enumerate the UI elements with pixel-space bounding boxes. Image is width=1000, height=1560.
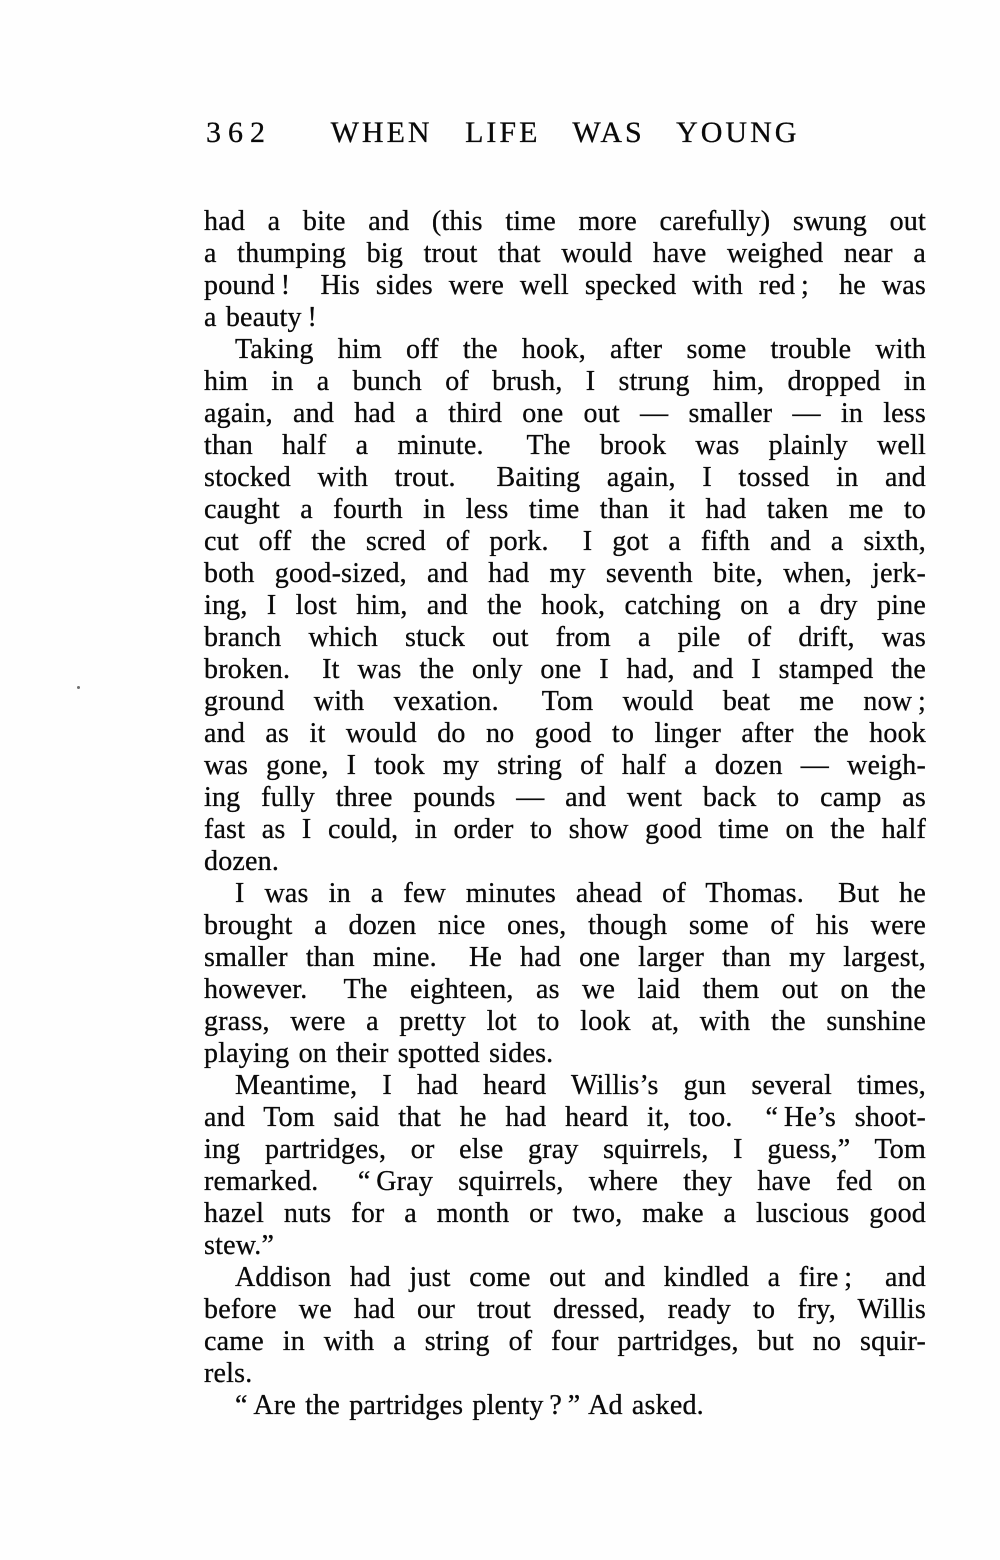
text-line: had a bite and (this time more carefully) swung out: [204, 206, 926, 237]
text-line: grass, were a pretty lot to look at, with the sunshine: [204, 1006, 926, 1037]
text-line: “ Are the partridges plenty ? ” Ad asked.: [235, 1390, 704, 1421]
text-line: a thumping big trout that would have weighed near a: [204, 238, 926, 269]
text-line: cut off the scred of pork. I got a fifth and a sixth,: [204, 526, 926, 557]
text-line: stocked with trout. Baiting again, I tossed in and: [204, 462, 926, 493]
text-line: stew.”: [204, 1230, 275, 1261]
text-block: [204, 206, 926, 1422]
text-line: ground with vexation. Tom would beat me now ;: [204, 686, 926, 717]
text-line: a beauty !: [204, 302, 317, 333]
text-line: ing partridges, or else gray squirrels, I guess,” Tom: [204, 1134, 926, 1165]
text-line: and as it would do no good to linger after the hook: [204, 718, 926, 749]
text-line: Meantime, I had heard Willis’s gun several times,: [235, 1070, 926, 1101]
running-title: WHEN LIFE WAS YOUNG: [330, 116, 800, 149]
text-line: caught a fourth in less time than it had taken me to: [204, 494, 926, 525]
text-line: broken. It was the only one I had, and I stamped the: [204, 654, 926, 685]
scan-speck: [77, 686, 80, 689]
text-line: I was in a few minutes ahead of Thomas. But he: [235, 878, 926, 909]
text-line: and Tom said that he had heard it, too. “ He’s shoot-: [204, 1102, 926, 1133]
text-line: Taking him off the hook, after some trouble with: [235, 334, 926, 365]
page-header: [204, 116, 926, 154]
text-line: again, and had a third one out — smaller — in less: [204, 398, 926, 429]
text-line: pound ! His sides were well specked with red ; he was: [204, 270, 926, 301]
text-line: brought a dozen nice ones, though some of his were: [204, 910, 926, 941]
text-line: however. The eighteen, as we laid them out on the: [204, 974, 926, 1005]
text-line: dozen.: [204, 846, 280, 877]
text-line: ing, I lost him, and the hook, catching on a dry pine: [204, 590, 926, 621]
text-line: before we had our trout dressed, ready to fry, Willis: [204, 1294, 926, 1325]
text-line: him in a bunch of brush, I strung him, dropped in: [204, 366, 926, 397]
text-line: ing fully three pounds — and went back to camp as: [204, 782, 926, 813]
text-line: smaller than mine. He had one larger than my largest,: [204, 942, 926, 973]
text-line: than half a minute. The brook was plainly well: [204, 430, 926, 461]
text-line: rels.: [204, 1358, 253, 1389]
text-line: Addison had just come out and kindled a fire ; and: [235, 1262, 926, 1293]
text-line: branch which stuck out from a pile of drift, was: [204, 622, 926, 653]
text-line: hazel nuts for a month or two, make a luscious good: [204, 1198, 926, 1229]
text-line: playing on their spotted sides.: [204, 1038, 554, 1069]
text-line: fast as I could, in order to show good time on the half: [204, 814, 926, 845]
text-line: came in with a string of four partridges, but no squir-: [204, 1326, 926, 1357]
text-line: both good-sized, and had my seventh bite, when, jerk-: [204, 558, 926, 589]
text-line: remarked. “ Gray squirrels, where they have fed on: [204, 1166, 926, 1197]
page-number: 362: [206, 116, 272, 149]
text-line: was gone, I took my string of half a dozen — weigh-: [204, 750, 926, 781]
